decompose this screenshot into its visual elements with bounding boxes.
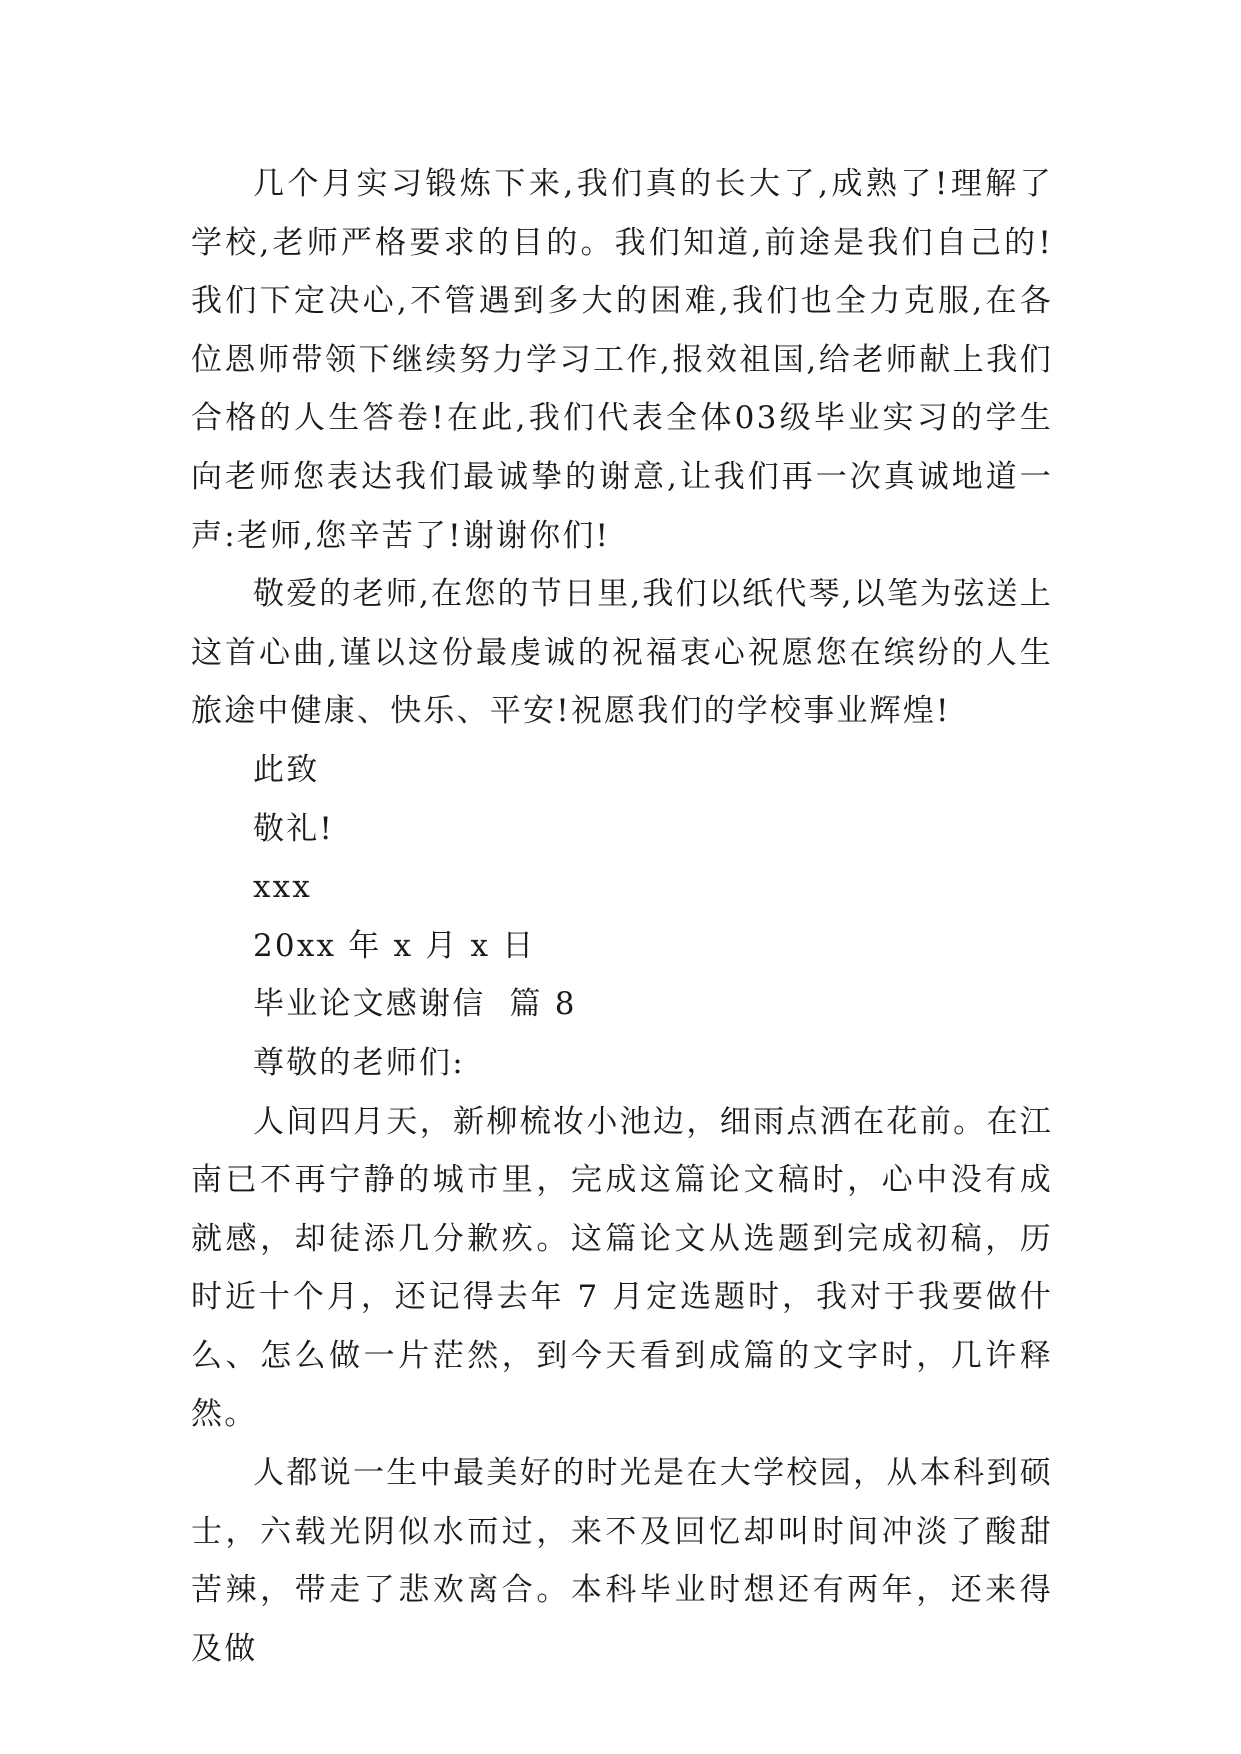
paragraph-blessing: 敬爱的老师,在您的节日里,我们以纸代琴,以笔为弦送上这首心曲,谨以这份最虔诚的祝福衷心祝愿您在缤纷的人生旅途中健康、快乐、平安!祝愿我们的学校事业辉煌!	[191, 576, 1053, 730]
salute-line: 敬礼!	[253, 810, 335, 847]
greeting-line: 尊敬的老师们:	[253, 1044, 465, 1081]
signature-line: xxx	[253, 869, 313, 906]
document-body	[191, 155, 1053, 1678]
paragraph-thesis-intro: 人间四月天，新柳梳妆小池边，细雨点洒在花前。在江南已不再宁静的城市里，完成这篇论文稿时，心中没有成就感，却徒添几分歉疚。这篇论文从选题到完成初稿，历时近十个月，还记得去年 7 月定选题时，我对于我要做什么、怎么做一片茫然，到今天看到成篇的文字时，几许释然。	[191, 1103, 1053, 1433]
date-line: 20xx 年 x 月 x 日	[253, 927, 536, 964]
paragraph-campus-life: 人都说一生中最美好的时光是在大学校园，从本科到硕士，六载光阴似水而过，来不及回忆却叫时间冲淡了酸甜苦辣，带走了悲欢离合。本科毕业时想还有两年，还来得及做	[191, 1455, 1053, 1667]
section-title: 毕业论文感谢信 篇 8	[253, 986, 577, 1023]
paragraph-gratitude: 几个月实习锻炼下来,我们真的长大了,成熟了!理解了学校,老师严格要求的目的。我们知道,前途是我们自己的!我们下定决心,不管遇到多大的困难,我们也全力克服,在各位恩师带领下继续努力学习工作,报效祖国,给老师献上我们合格的人生答卷!在此,我们代表全体03级毕业实习的学生向老师您表达我们最诚挚的谢意,让我们再一次真诚地道一声:老师,您辛苦了!谢谢你们!	[191, 166, 1053, 554]
closing-line: 此致	[253, 751, 320, 788]
